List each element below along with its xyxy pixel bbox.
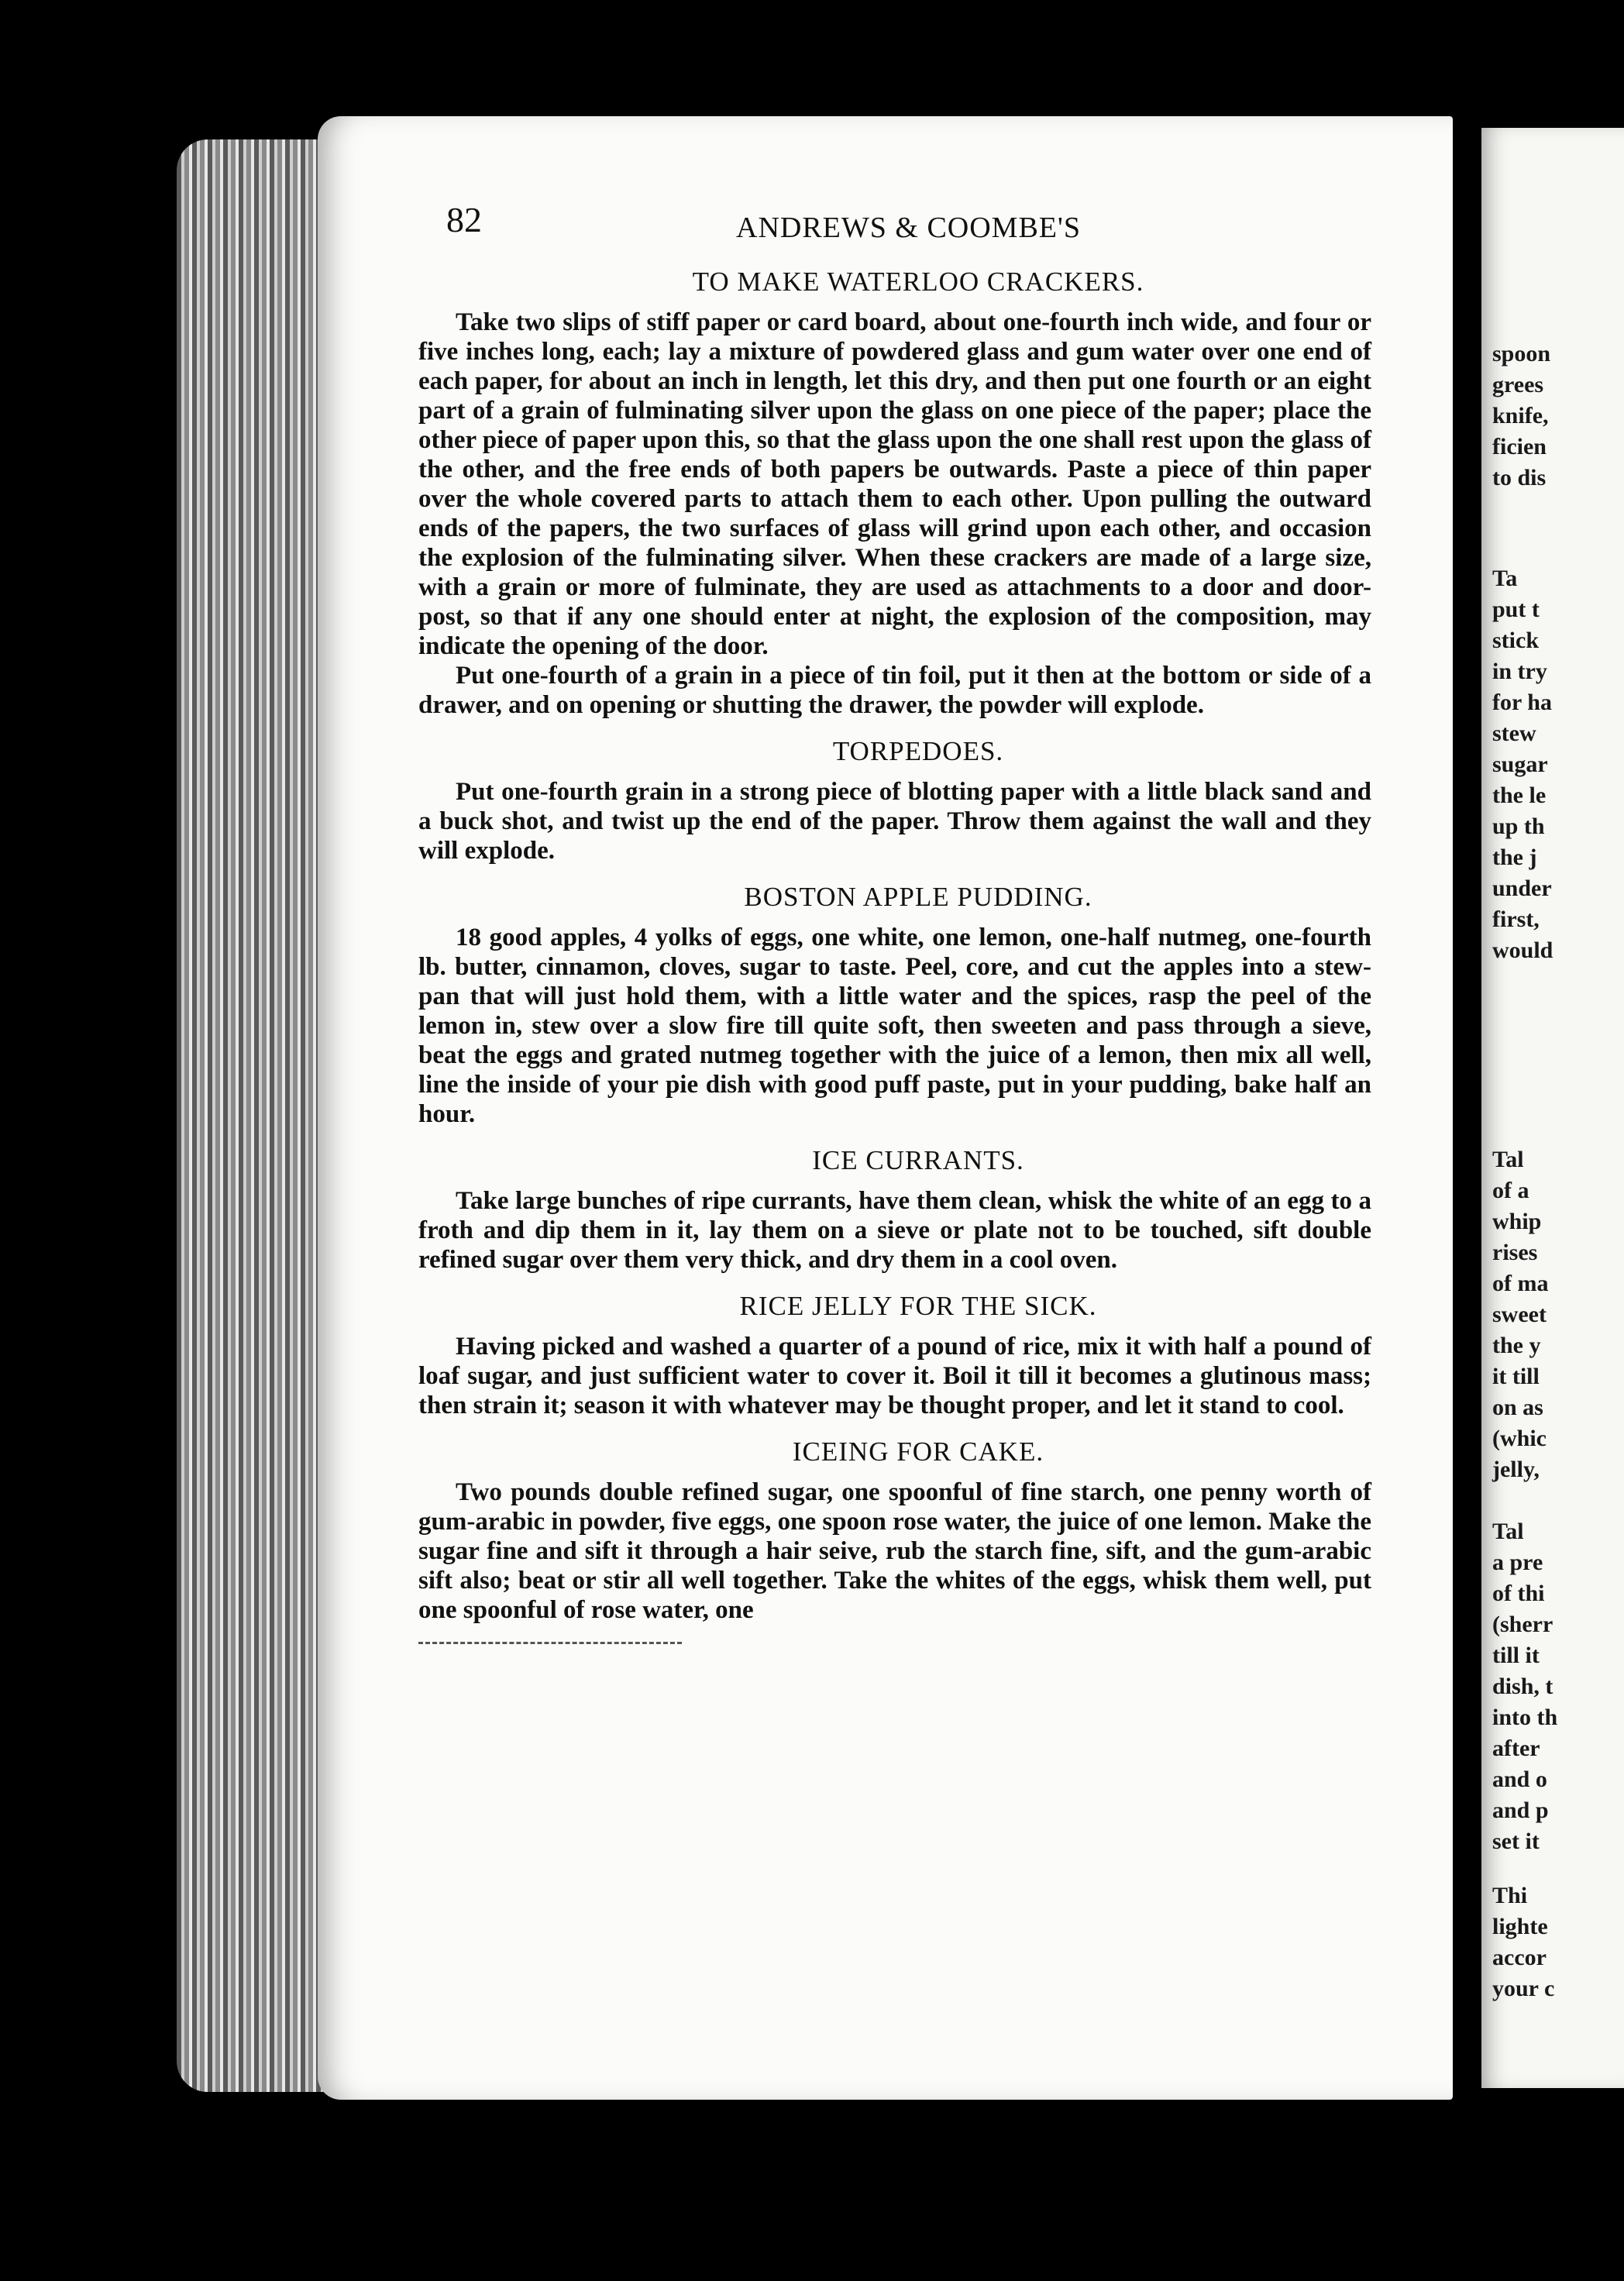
right-page-fragment: under — [1492, 876, 1552, 901]
footer-rule — [418, 1642, 682, 1644]
right-page-fragment: Thi — [1492, 1883, 1528, 1908]
right-page-fragment: jelly, — [1492, 1457, 1540, 1482]
right-page-fragment: till it — [1492, 1643, 1540, 1668]
section-title: ICE CURRANTS. — [812, 1145, 1024, 1175]
right-page-fragment: (whic — [1492, 1426, 1547, 1451]
right-page-fragment: sweet — [1492, 1302, 1547, 1327]
right-page-fragment: accor — [1492, 1945, 1547, 1970]
right-page-fragment: of thi — [1492, 1581, 1545, 1606]
right-page-fragment: after — [1492, 1736, 1540, 1761]
section-boston-apple-pudding — [418, 882, 1371, 1129]
right-page-fragment: Tal — [1492, 1519, 1524, 1544]
paragraph: Take two slips of stiff paper or card board, about one-fourth inch wide, and four or five inches long, each; lay a mixture of powdered glass and gum water over one end of each paper, for about an inch in length, let this dry, and then put one fourth or an eight part of a grain of fulminating silver upon the glass on one piece of the paper; place the other piece of paper upon this, so that the glass upon the one shall rest upon the glass of the other, and the free ends of both papers be outwards. Paste a piece of thin paper over the whole covered parts to attach them to each other. Upon pulling the outward ends of the papers, the two surfaces of glass will grind upon each other, and occasion the explosion of the fulminating silver. When these crackers are made of a large size, with a grain or more of fulminate, they are used as attachments to a door and door-post, so that if any one should enter at night, the explosion of the composition, may indicate the opening of the door. — [418, 308, 1371, 660]
right-page-fragment: a pre — [1492, 1550, 1543, 1575]
section-title: RICE JELLY FOR THE SICK. — [739, 1291, 1097, 1321]
right-page-fragment: whip — [1492, 1209, 1542, 1234]
paragraph: Put one-fourth of a grain in a piece of tin foil, put it then at the bottom or side of a drawer, and on opening or shutting the drawer, the powder will explode. — [418, 662, 1371, 719]
right-page-fragment: rises — [1492, 1240, 1538, 1265]
right-page-fragment: would — [1492, 938, 1553, 963]
right-page-fragment: for ha — [1492, 690, 1552, 715]
right-page-fragment: and p — [1492, 1798, 1549, 1823]
right-page-fragment: (sherr — [1492, 1612, 1553, 1637]
section-waterloo-crackers — [418, 267, 1371, 720]
section-torpedoes — [418, 737, 1371, 865]
right-page-fragment: ficien — [1492, 434, 1547, 459]
section-title: ICEING FOR CAKE. — [792, 1436, 1044, 1467]
right-page-fragment: the le — [1492, 783, 1547, 808]
right-page-fragment: into th — [1492, 1705, 1558, 1730]
right-page-fragment: set it — [1492, 1829, 1540, 1854]
right-page-fragment: of ma — [1492, 1271, 1549, 1296]
right-page-fragment: stew — [1492, 721, 1536, 746]
page-header — [418, 200, 1371, 252]
running-head: ANDREWS & COOMBE'S — [736, 212, 1081, 244]
right-page-fragment: sugar — [1492, 752, 1548, 777]
section-title: TO MAKE WATERLOO CRACKERS. — [692, 267, 1144, 297]
right-page-fragment: to dis — [1492, 465, 1547, 490]
right-page-fragment: of a — [1492, 1178, 1529, 1203]
right-page-fragment: knife, — [1492, 403, 1549, 428]
paragraph: 18 good apples, 4 yolks of eggs, one white, one lemon, one-half nutmeg, one-fourth lb. butter, cinnamon, cloves, sugar to taste. Peel, core, and cut the apples into a stew-pan that will just hold them, with a little water and the spices, rasp the peel of the lemon in, stew over a slow fire till quite soft, then sweeten and pass through a sieve, beat the eggs and grated nutmeg together with the juice of a lemon, then mix all well, line the inside of your pie dish with good puff paste, put in your pudding, bake half an hour. — [418, 924, 1371, 1128]
page-edges — [177, 139, 339, 2092]
right-page-fragment: first, — [1492, 907, 1540, 932]
section-iceing-for-cake — [418, 1437, 1371, 1625]
right-page-fragment: Ta — [1492, 566, 1518, 591]
right-page-fragment: Tal — [1492, 1147, 1524, 1172]
page-number: 82 — [446, 200, 482, 239]
right-page-fragment: in try — [1492, 659, 1547, 684]
right-page-fragment: grees — [1492, 372, 1544, 397]
page-content — [418, 200, 1371, 1644]
paragraph: Take large bunches of ripe currants, have them clean, whisk the white of an egg to a froth and dip them in it, lay them on a sieve or plate not to be touched, sift double refined sugar over them very thick, and dry them in a cool oven. — [418, 1187, 1371, 1274]
right-page-fragment: up th — [1492, 814, 1545, 839]
right-page-fragment: the j — [1492, 845, 1537, 870]
right-page-fragment: your c — [1492, 1976, 1555, 2001]
section-ice-currants — [418, 1146, 1371, 1275]
right-page-fragment: it till — [1492, 1364, 1540, 1389]
right-page-fragment: the y — [1492, 1333, 1541, 1358]
section-rice-jelly — [418, 1292, 1371, 1420]
paragraph: Two pounds double refined sugar, one spoonful of fine starch, one penny worth of gum-arabic in powder, five eggs, one spoon rose water, the juice of one lemon. Make the sugar fine and sift it through a hair seive, rub the starch fine, sift, and the gum-arabic sift also; beat or stir all well together. Take the whites of the eggs, whisk them well, put one spoonful of rose water, one — [418, 1478, 1371, 1624]
right-page-fragment: spoon — [1492, 341, 1551, 366]
right-page-fragment: lighte — [1492, 1914, 1548, 1939]
paragraph: Put one-fourth grain in a strong piece of blotting paper with a little black sand and a buck shot, and twist up the end of the paper. Throw them against the wall and they will explode. — [418, 778, 1371, 865]
right-page-fragment: stick — [1492, 628, 1539, 653]
right-page-fragment: and o — [1492, 1767, 1547, 1792]
right-page-fragment: dish, t — [1492, 1674, 1553, 1699]
right-page-fragment: put t — [1492, 597, 1540, 622]
section-title: BOSTON APPLE PUDDING. — [744, 882, 1092, 912]
section-title: TORPEDOES. — [832, 736, 1004, 766]
right-page-fragment: on as — [1492, 1395, 1543, 1420]
right-page-edge — [1481, 128, 1624, 2088]
paragraph: Having picked and washed a quarter of a pound of rice, mix it with half a pound of loaf sugar, and just sufficient water to cover it. Boil it till it becomes a glutinous mass; then strain it; season it with whatever may be thought proper, and let it stand to cool. — [418, 1333, 1371, 1419]
